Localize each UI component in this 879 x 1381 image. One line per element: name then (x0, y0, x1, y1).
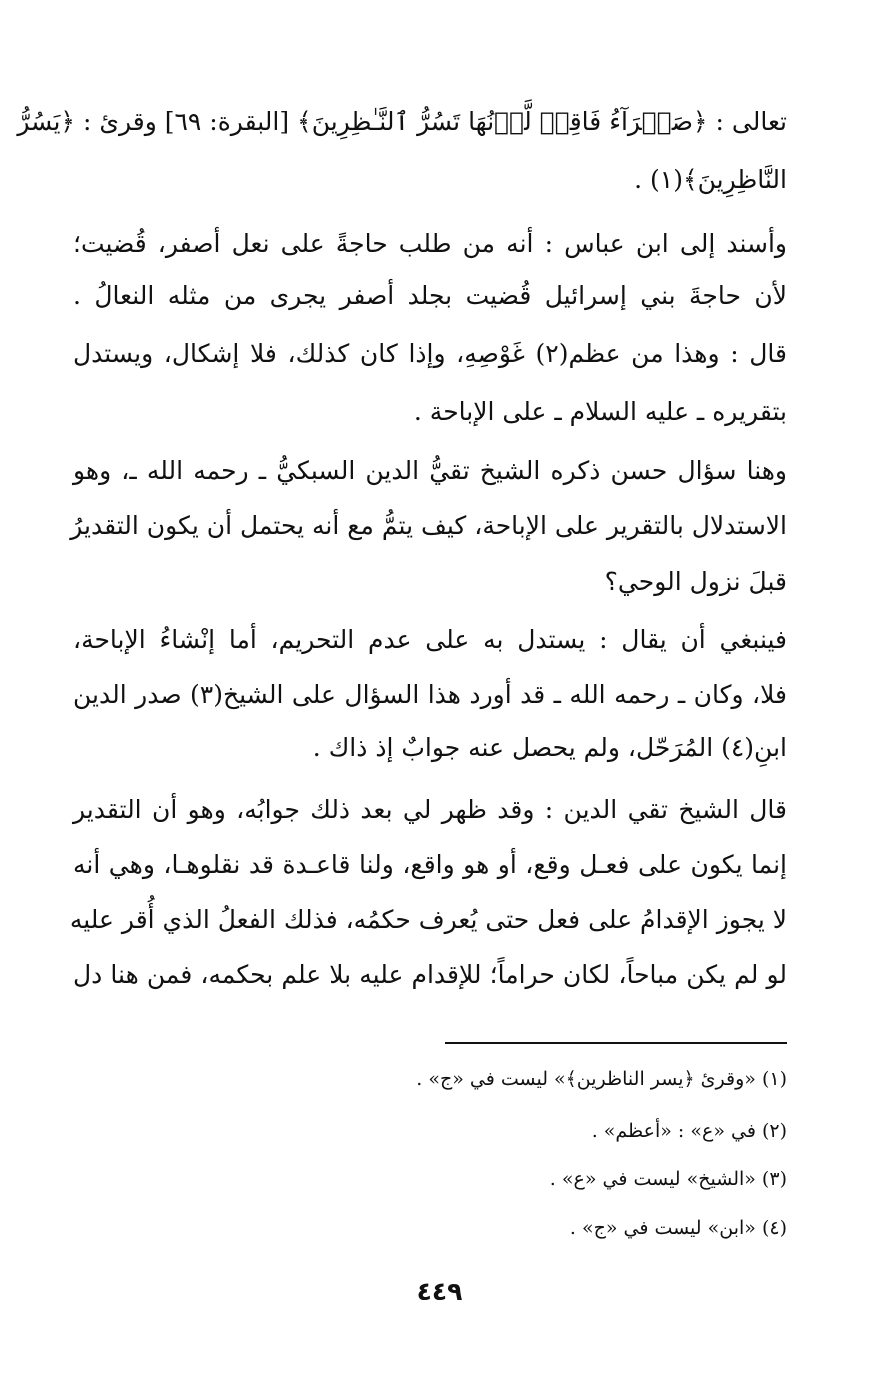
text-line: النَّاظِرِينَ﴾(١) . (634, 165, 787, 194)
text-line: إنما يكون على فعـل وقع، أو هو واقع، ولنا قاعـدة قد نقلوهـا، وهي أنه (73, 850, 787, 879)
text-line: فلا، وكان ـ رحمه الله ـ قد أورد هذا السؤال على الشيخ(٣) صدر الدين (73, 680, 787, 709)
text-line: لأن حاجةَ بني إسرائيل قُضيت بجلد أصفر يجرى من مثله النعالُ . (73, 281, 787, 310)
text-line: تعالى : ﴿صَفۡرَآءُ فَاقِعٞ لَّوۡنُهَا تَسُرُّ ٱلنَّـٰظِرِينَ﴾ [البقرة: ٦٩] وقرئ : ﴿يَسُرُّ (17, 107, 787, 136)
text-line: لو لم يكن مباحاً، لكان حراماً؛ للإقدام عليه بلا علم بحكمه، فمن هنا دل (73, 960, 787, 989)
footnote: (٢) في «ع» : «أعظم» . (591, 1120, 787, 1142)
footnote: (٤) «ابن» ليست في «ج» . (569, 1217, 787, 1239)
text-line: قال الشيخ تقي الدين : وقد ظهر لي بعد ذلك جوابُه، وهو أن التقدير (73, 795, 787, 824)
text-line: الاستدلال بالتقرير على الإباحة، كيف يتمُّ مع أنه يحتمل أن يكون التقديرُ (70, 511, 787, 540)
footnote: (١) «وقرئ ﴿يسر الناظرين﴾» ليست في «ج» . (416, 1068, 787, 1090)
text-line: وأسند إلى ابن عباس : أنه من طلب حاجةً على نعل أصفر، قُضيت؛ (73, 229, 787, 258)
text-line: وهنا سؤال حسن ذكره الشيخ تقيُّ الدين السبكيُّ ـ رحمه الله ـ، وهو (73, 456, 787, 485)
footnote: (٣) «الشيخ» ليست في «ع» . (549, 1168, 787, 1190)
text-line: لا يجوز الإقدامُ على فعل حتى يُعرف حكمُه، فذلك الفعلُ الذي أُقر عليه (69, 905, 787, 934)
text-line: قبلَ نزول الوحي؟ (604, 567, 787, 596)
text-line: بتقريره ـ عليه السلام ـ على الإباحة . (413, 397, 787, 426)
text-line: قال : وهذا من عظم(٢) غَوْصِهِ، وإذا كان كذلك، فلا إشكال، ويستدل (73, 339, 788, 368)
text-line: فينبغي أن يقال : يستدل به على عدم التحريم، أما إنْشاءُ الإباحة، (73, 625, 787, 654)
page-number: ٤٤٩ (416, 1277, 463, 1306)
footnote-separator (445, 1042, 787, 1044)
text-line: ابنِ(٤) المُرَحّل، ولم يحصل عنه جوابٌ إذ ذاك . (312, 733, 787, 762)
